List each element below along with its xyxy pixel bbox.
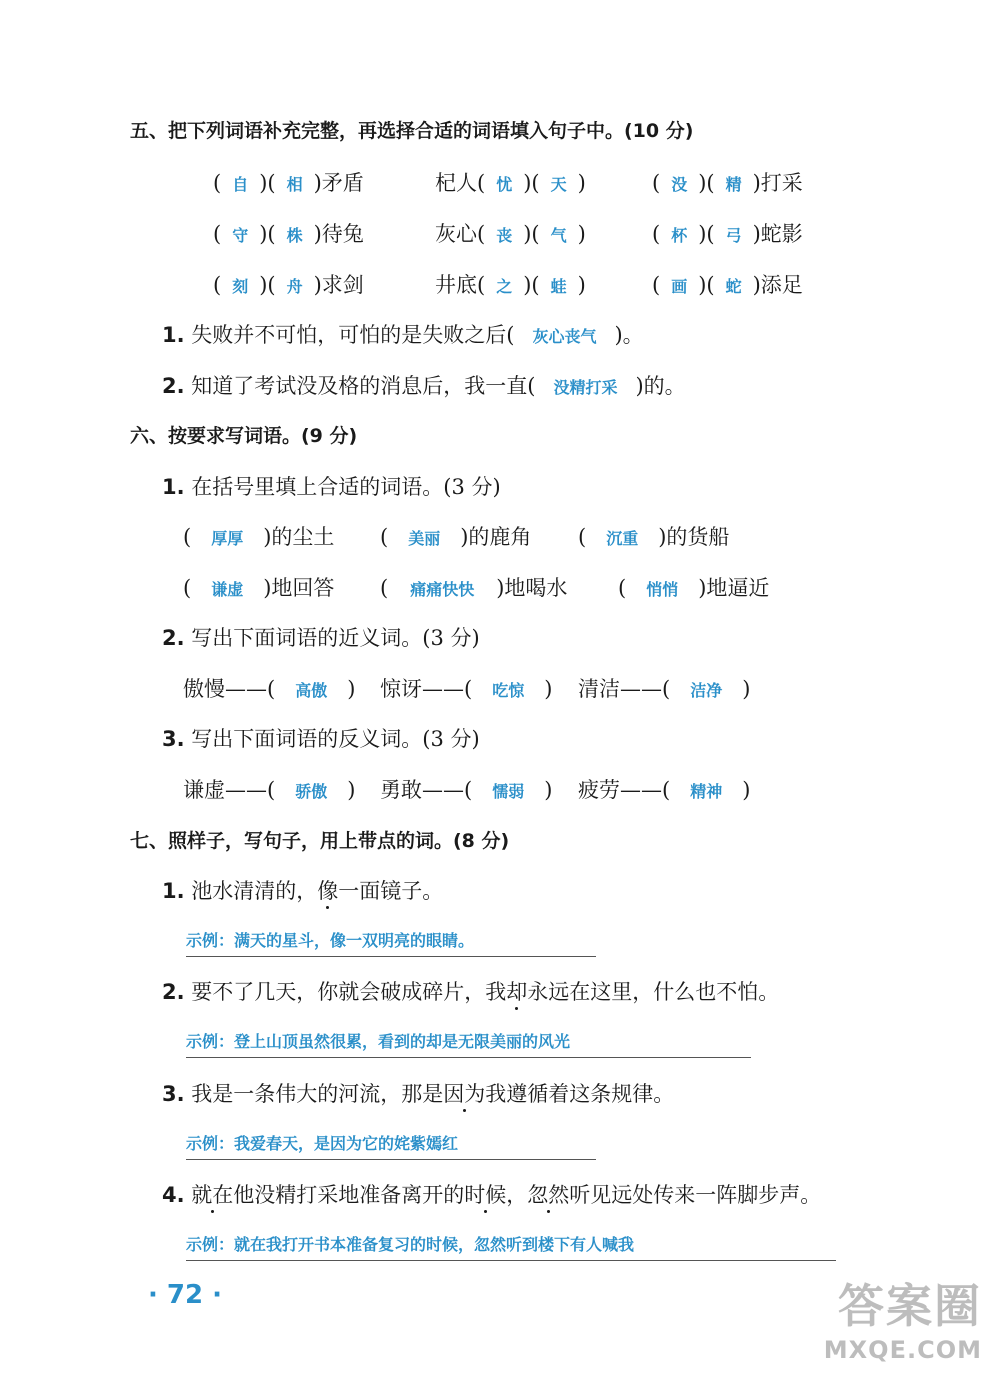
q7-1: 1. 池水清清的，像一面镜子。 (162, 879, 444, 903)
section-7-title: 七、照样子，写句子，用上带点的词。(8 分) (130, 830, 510, 852)
idiom-2: 杞人( 忧 )( 天 ) (435, 171, 586, 195)
example-answer-1: 示例：满天的星斗，像一双明亮的眼睛。 (186, 926, 596, 957)
ant-1: 谦虚——( 骄傲 ) (183, 778, 356, 802)
syn-2: 惊讶——( 吃惊 ) (380, 677, 553, 701)
section-5-title: 五、把下列词语补充完整，再选择合适的词语填入句子中。(10 分) (130, 120, 694, 142)
syn-1: 傲慢——( 高傲 ) (183, 677, 356, 701)
ant-2: 勇敢——( 懦弱 ) (380, 778, 553, 802)
watermark-logo: 答案圈 MXQE.COM (823, 1279, 982, 1364)
idiom-5: 灰心( 丧 )( 气 ) (435, 222, 586, 246)
sentence-1: 1. 失败并不可怕，可怕的是失败之后( 灰心丧气 )。 (162, 323, 644, 347)
page-number: · 72 · (148, 1280, 223, 1310)
q7-4: 4. 就在他没精打采地准备离开的时候，忽然听见远处传来一阵脚步声。 (162, 1183, 822, 1207)
example-answer-2: 示例：登上山顶虽然很累，看到的却是无限美丽的风光 (186, 1027, 751, 1058)
syn-3: 清洁——( 洁净 ) (578, 677, 751, 701)
fill-4: ( 谦虚 )地回答 (183, 576, 335, 600)
section-6-title: 六、按要求写词语。(9 分) (130, 425, 358, 447)
fill-5: ( 痛痛快快 )地喝水 (380, 576, 568, 600)
idiom-9: ( 画 )( 蛇 )添足 (652, 273, 803, 297)
idiom-6: ( 杯 )( 弓 )蛇影 (652, 222, 803, 246)
idiom-7: ( 刻 )( 舟 )求剑 (213, 273, 364, 297)
q7-2: 2. 要不了几天，你就会破成碎片，我却永远在这里，什么也不怕。 (162, 980, 780, 1004)
q6-1: 1. 在括号里填上合适的词语。(3 分) (162, 475, 501, 499)
fill-6: ( 悄悄 )地逼近 (618, 576, 770, 600)
example-answer-3: 示例：我爱春天，是因为它的姹紫嫣红 (186, 1129, 596, 1160)
fill-2: ( 美丽 )的鹿角 (380, 525, 532, 549)
idiom-4: ( 守 )( 株 )待兔 (213, 222, 364, 246)
idiom-3: ( 没 )( 精 )打采 (652, 171, 803, 195)
q6-3: 3. 写出下面词语的反义词。(3 分) (162, 727, 480, 751)
example-answer-4: 示例：就在我打开书本准备复习的时候，忽然听到楼下有人喊我 (186, 1230, 836, 1261)
sentence-2: 2. 知道了考试没及格的消息后，我一直( 没精打采 )的。 (162, 374, 686, 398)
idiom-1: ( 自 )( 相 )矛盾 (213, 171, 364, 195)
fill-3: ( 沉重 )的货船 (578, 525, 730, 549)
idiom-8: 井底( 之 )( 蛙 ) (435, 273, 586, 297)
ant-3: 疲劳——( 精神 ) (578, 778, 751, 802)
q6-2: 2. 写出下面词语的近义词。(3 分) (162, 626, 480, 650)
fill-1: ( 厚厚 )的尘土 (183, 525, 335, 549)
q7-3: 3. 我是一条伟大的河流，那是因为我遵循着这条规律。 (162, 1082, 675, 1106)
